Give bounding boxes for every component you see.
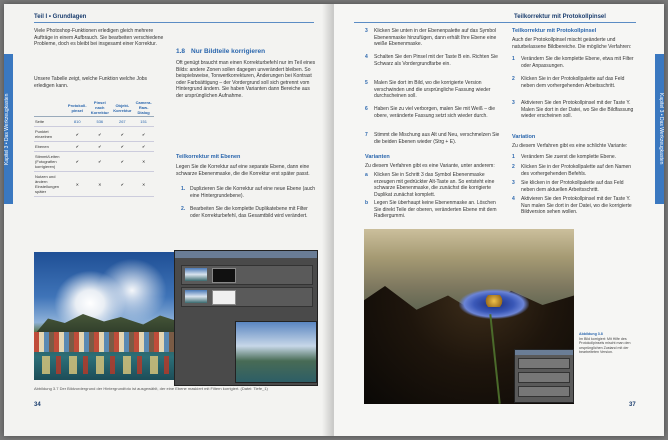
step-text: Verändern Sie die komplette Ebene, etwa mit Filter oder Anpassungen. <box>521 56 634 69</box>
page-number: 37 <box>629 402 636 408</box>
subsection-body: Legen Sie die Korrektur auf eine separate Ebene, dann eine schwarze Ebenenmaske, die die Korrektur erst später passt. <box>176 164 310 177</box>
intro-paragraph-1: Viele Photoshop-Funktionen erledigen gleich mehrere Aufträge in einem Aufbrauch. Sie bearbeiten verschiedene Probleme, doch es bleibt bei insgesamt einer Korrektur. <box>34 28 164 47</box>
column-2-variant-heading: Variation <box>512 134 536 140</box>
table-cell: ✔ <box>133 142 154 152</box>
table-row <box>34 117 154 127</box>
step-text: Haben Sie zu viel verborgen, malen Sie mit Weiß – die obere, veränderte Fassung setzt sich wieder durch. <box>374 106 496 119</box>
right-side-tab: Kapitel 3 • Das Werkzeugkasten <box>655 54 664 204</box>
table-row <box>34 127 154 142</box>
step-text: Schalten Sie den Pinsel mit der Taste B ein. Richten Sie Schwarz als Vordergrundfarbe ein. <box>374 54 498 67</box>
variant-step-a: a Klicken Sie in Schritt 3 das Symbol Ebenenmaske erzeugen mit gedrückter Alt-Taste an. So entsteht eine schwarze Ebenenmaske, die zunächst die korrigierte Duplikat zunächst komplett. <box>365 172 495 198</box>
table-cell: ✔ <box>111 142 133 152</box>
col2-step-1: 1 Verändern Sie die komplette Ebene, etwa mit Filter oder Anpassungen. <box>512 56 634 69</box>
step-text: Klicken Sie in der Protokollpalette auf das Feld neben dem vorhergehenden Arbeitsschritt. <box>521 76 625 89</box>
layer-row <box>181 287 313 307</box>
section-title: Nur Bildteile korrigieren <box>191 48 266 55</box>
history-row <box>518 386 570 397</box>
table-cell: ✔ <box>111 152 133 172</box>
table-cell: Punktet einzelnen <box>34 127 66 142</box>
table-cell: Nutzen und ändern Einstellungen später <box>34 172 66 197</box>
table-cell: 536 <box>88 117 111 127</box>
table-cell: Stimmt/Leiten (Fotografien korrigieren) <box>34 152 66 172</box>
photo-stem <box>489 314 500 404</box>
layer-thumbnail <box>185 290 207 303</box>
step-text: Stimmt die Mischung aus Alt und Neu, verschmelzen Sie die beiden Ebenen wieder (Strg + E). <box>374 132 500 145</box>
layer-thumbnail <box>185 268 207 281</box>
panel-titlebar <box>175 251 317 258</box>
history-row <box>518 358 570 369</box>
table-cell: ✔ <box>66 127 88 142</box>
history-row <box>518 372 570 383</box>
table-cell: ✕ <box>88 172 111 197</box>
table-cell: ✔ <box>111 127 133 142</box>
flower-photo <box>364 229 574 404</box>
history-panel-screenshot <box>514 349 574 403</box>
step-5: 5 Malen Sie dort im Bild, wo die korrigierte Version verschwinden und die ursprüngliche Fassung wieder durchscheinen soll. <box>365 80 491 99</box>
layer-mask-thumbnail <box>212 290 236 305</box>
column-2-heading: Teilkorrektur mit Protokollpinsel <box>512 28 597 34</box>
table-cell: ✕ <box>66 172 88 197</box>
section-heading <box>176 48 265 55</box>
step-4: 4 Schalten Sie den Pinsel mit der Taste B ein. Richten Sie Schwarz als Vordergrundfarbe ein. <box>365 54 498 67</box>
annotation-title: Abbildung 3.8 <box>579 332 603 336</box>
table-header-cell: Pinsel nach Korrektur <box>88 99 111 117</box>
column-2-body: Auch der Protokollpinsel mischt geänderte und naturbelassene Bildbereiche. Die mögliche Verfahren: <box>512 37 632 50</box>
table-cell: ✔ <box>88 127 111 142</box>
table-cell: ✕ <box>133 152 154 172</box>
step-text: Klicken Sie in der Protokollpalette auf den Namen des vorhergehenden Befehls. <box>521 164 632 177</box>
right-page-header: Teilkorrektur mit Protokollpinsel <box>514 14 606 20</box>
col2-variant-step-4: 4 Aktivieren Sie den Protokollpinsel mit der Taste Y. Nun malen Sie dort in der Datei, wo die korrigierte Bildversion sehen wollen. <box>512 196 632 215</box>
step-text: Bearbeiten Sie die komplette Duplikatebene mit Filter oder Korrekturbefehl, das Gesamtbild wird verändert. <box>190 206 308 219</box>
table-header-cell <box>34 99 66 117</box>
table-cell: Seite <box>34 117 66 127</box>
left-page-header: Teil I • Grundlagen <box>34 14 87 20</box>
header-rule <box>354 22 636 23</box>
intro-paragraph-2: Unsere Tabelle zeigt, welche Funktion welche Jobs erledigen kann. <box>34 76 148 89</box>
col2-variant-step-3: 3 Sie klicken in der Protokollpalette auf das Feld neben dem aktuellen Arbeitsschritt. <box>512 180 624 193</box>
table-row <box>34 172 154 197</box>
left-page <box>4 4 334 436</box>
step-text: Klicken Sie in Schritt 3 das Symbol Ebenenmaske erzeugen mit gedrückter Alt-Taste an. So entsteht eine schwarze Ebenenmaske, die zunächst die korrigierte Duplikat zunächst komplett. <box>374 172 495 198</box>
photo-houses <box>34 332 174 352</box>
step-1: 1. Duplizieren Sie die Korrektur auf eine neue Ebene (auch eine Hintergrundebene). <box>181 186 316 199</box>
layer-mask-thumbnail <box>212 268 236 283</box>
step-6: 6 Haben Sie zu viel verborgen, malen Sie mit Weiß – die obere, veränderte Fassung setzt sich wieder durch. <box>365 106 496 119</box>
step-2: 2. Bearbeiten Sie die komplette Duplikatebene mit Filter oder Korrekturbefehl, das Gesamtbild wird verändert. <box>181 206 308 219</box>
table-row <box>34 152 154 172</box>
table-cell: ✔ <box>88 152 111 172</box>
table-cell: 267 <box>111 117 133 127</box>
photo-mountain <box>34 305 174 335</box>
step-text: Malen Sie dort im Bild, wo die korrigierte Version verschwinden und die ursprüngliche Fassung wieder durchscheinen soll. <box>374 80 491 99</box>
layers-panel-screenshot <box>174 250 318 386</box>
step-7: 7 Stimmt die Mischung aus Alt und Neu, verschmelzen Sie die beiden Ebenen wieder (Strg + E). <box>365 132 500 145</box>
panel-titlebar <box>515 350 573 355</box>
photo-flower-center <box>484 295 504 307</box>
figure-annotation <box>579 332 641 355</box>
step-text: Verändern Sie zuerst die komplette Ebene. <box>521 154 617 160</box>
col2-step-2: 2 Klicken Sie in der Protokollpalette auf das Feld neben dem vorhergehenden Arbeitsschritt. <box>512 76 625 89</box>
step-3: 3 Klicken Sie unten in der Ebenenpalette auf das Symbol Ebenenmaske hinzufügen, dann erhält Ihre Ebene eine weiße Ebenenmaske. <box>365 28 497 47</box>
section-body: Oft genügt braucht man einen Korrekturbefehl nur im Teil eines Bilds: andere Zonen sollen dagegen unverändert bleiben. So beispielsweise, Tonwertkorrekturen, Änderungen bei Kontrast oder Farbsättigung – der Vordergrund soll sich getrennt vom Hintergrund ändern. Sie haben Varianten dann Bereiche aus der ursprünglichen Aufnahme. <box>176 60 316 99</box>
step-text: Aktivieren Sie den Protokollpinsel mit der Taste Y. Nun malen Sie dort in der Datei, wo die korrigierte Bildversion sehen wollen. <box>521 196 632 215</box>
table-cell: ✔ <box>133 127 154 142</box>
step-text: Aktivieren Sie den Protokollpinsel mit der Taste Y. Malen Sie dort in der Datei, wo Sie die Bildfassung wieder erscheinen soll. <box>521 100 634 119</box>
layer-row <box>181 265 313 285</box>
table-header-cell: Protokoll-pinsel <box>66 99 88 117</box>
column-2-variant-body: Zu diesem Verfahren gibt es eine schlichte Variante: <box>512 143 628 149</box>
annotation-body: Im Bild korrigiert: Mit Hilfe des Protokollpinsels mischt man den ursprünglichen Zustand mit der bearbeiteten Version. <box>579 336 631 355</box>
col2-variant-step-1: 1 Verändern Sie zuerst die komplette Ebene. <box>512 154 617 160</box>
variant-step-b: b Legen Sie überhaupt keine Ebenenmaske an. Löschen Sie direkt Teile der oberen, veränderten Ebene mit dem Radiergummi. <box>365 200 497 219</box>
page-number: 34 <box>34 402 41 408</box>
table-cell: ✔ <box>88 142 111 152</box>
table-header-cell: Camera-Raw-Dialog <box>133 99 154 117</box>
variant-heading: Varianten <box>365 154 390 160</box>
book-spread <box>4 4 664 436</box>
left-side-tab: Kapitel 3 • Das Werkzeugkasten <box>4 54 13 204</box>
table-cell: 810 <box>66 117 88 127</box>
feature-table <box>34 99 154 197</box>
figure-caption: Abbildung 3.7 Der Bildvordergrund der Hintergrundfoto ist ausgewählt, der eine Ebene maskiert mit Filtern korrigiert. (Datei: Tiefe_1) <box>34 386 268 391</box>
photo-boats <box>34 356 174 374</box>
table-cell: ✔ <box>111 172 133 197</box>
step-text: Sie klicken in der Protokollpalette auf das Feld neben dem aktuellen Arbeitsschritt. <box>521 180 624 193</box>
table-header-row <box>34 99 154 117</box>
step-text: Legen Sie überhaupt keine Ebenenmaske an. Löschen Sie direkt Teile der oberen, veränderten Ebene mit dem Radiergummi. <box>374 200 497 219</box>
harbor-photo <box>34 252 174 380</box>
table-header-cell: Objekt-Korrektur <box>111 99 133 117</box>
col2-step-3: 3 Aktivieren Sie den Protokollpinsel mit der Taste Y. Malen Sie dort in der Datei, wo Sie die Bildfassung wieder erscheinen soll. <box>512 100 634 119</box>
table-cell: Ebenen <box>34 142 66 152</box>
preview-image <box>235 321 317 383</box>
table-cell: 151 <box>133 117 154 127</box>
table-cell: ✕ <box>133 172 154 197</box>
section-number: 1.8 <box>176 48 186 55</box>
variant-body: Zu diesem Verfahren gibt es eine Variante, unter anderem: <box>365 163 495 169</box>
step-text: Duplizieren Sie die Korrektur auf eine neue Ebene (auch eine Hintergrundebene). <box>190 186 316 199</box>
step-text: Klicken Sie unten in der Ebenenpalette auf das Symbol Ebenenmaske hinzufügen, dann erhält Ihre Ebene eine weiße Ebenenmaske. <box>374 28 497 47</box>
table-cell: ✔ <box>66 152 88 172</box>
table-row <box>34 142 154 152</box>
table-cell: ✔ <box>66 142 88 152</box>
header-rule <box>34 22 314 23</box>
right-page <box>334 4 664 436</box>
subsection-heading: Teilkorrektur mit Ebenen <box>176 154 241 160</box>
col2-variant-step-2: 2 Klicken Sie in der Protokollpalette auf den Namen des vorhergehenden Befehls. <box>512 164 632 177</box>
